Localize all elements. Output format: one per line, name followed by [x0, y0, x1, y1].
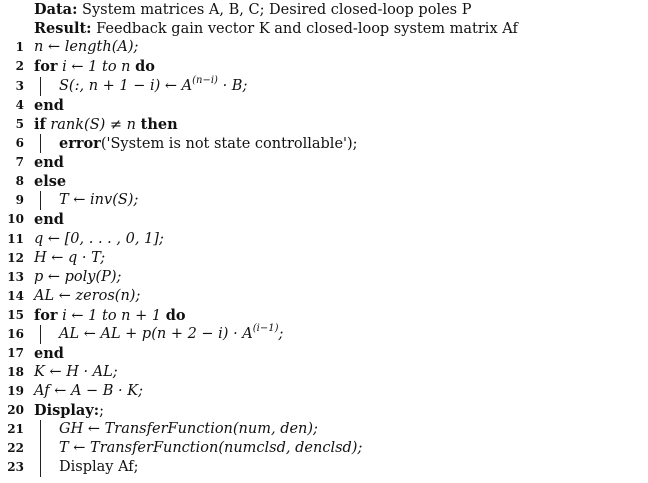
line-text: q ← [0, . . . , 0, 1];	[34, 231, 164, 247]
indent-bar	[40, 420, 41, 477]
line-number: 17	[7, 346, 24, 360]
keyword: Display:	[34, 402, 100, 419]
line-text: GH ← TransferFunction(num, den);	[59, 421, 318, 437]
line-number: 11	[7, 232, 24, 246]
keyword: end	[34, 154, 64, 171]
line-number: 18	[7, 365, 24, 379]
result-text: Feedback gain vector K and closed-loop system matrix Af	[96, 21, 518, 37]
line-number: 1	[15, 40, 24, 54]
line-number: 13	[7, 270, 24, 284]
superscript: (n−i)	[192, 75, 218, 87]
keyword: end	[34, 97, 64, 114]
line-text: p ← poly(P);	[34, 269, 122, 285]
line-number: 21	[7, 422, 24, 436]
line-number: 9	[15, 193, 24, 207]
indent-bar	[40, 77, 41, 96]
keyword: end	[34, 211, 64, 228]
keyword: for	[34, 58, 58, 75]
line-tail: · B;	[217, 78, 248, 94]
indent-bar	[40, 325, 41, 344]
data-text: System matrices A, B, C; Desired closed-loop poles P	[82, 2, 472, 18]
line-text: Af ← A − B · K;	[34, 383, 143, 399]
line-text: ;	[99, 403, 104, 419]
line-number: 8	[15, 174, 24, 188]
data-label: Data:	[34, 1, 78, 18]
line-number: 19	[7, 384, 24, 398]
keyword: do	[165, 307, 186, 324]
data-line	[34, 0, 471, 20]
line-number: 22	[7, 441, 24, 455]
line-tail: ;	[278, 326, 284, 342]
line-text: H ← q · T;	[34, 250, 106, 266]
line-text: n ← length(A);	[34, 39, 139, 55]
keyword: then	[140, 116, 178, 133]
keyword: if	[34, 116, 46, 133]
result-line	[34, 19, 518, 39]
line-text: K ← H · AL;	[34, 364, 118, 380]
line-text: S(:, n + 1 − i) ← A	[59, 78, 193, 94]
result-label: Result:	[34, 20, 92, 37]
line-number: 16	[7, 327, 24, 341]
line-number: 10	[7, 212, 24, 226]
line-text: rank(S) ≠ n	[45, 117, 141, 133]
line-text: Display Af;	[59, 459, 139, 475]
line-number: 4	[15, 98, 24, 112]
line-text: T ← TransferFunction(numclsd, denclsd);	[59, 440, 363, 456]
line-text: i ← 1 to n + 1	[57, 308, 166, 324]
keyword: else	[34, 173, 67, 190]
line-number: 15	[7, 308, 24, 322]
indent-bar	[40, 134, 41, 153]
line-number: 3	[15, 79, 24, 93]
line-text: i ← 1 to n	[57, 59, 136, 75]
line-text: AL ← AL + p(n + 2 − i) · A	[59, 326, 253, 342]
line-number: 2	[15, 59, 24, 73]
indent-bar	[40, 191, 41, 210]
line-number: 23	[7, 460, 24, 474]
line-number: 7	[15, 155, 24, 169]
keyword: for	[34, 307, 58, 324]
line-text: T ← inv(S);	[59, 192, 139, 208]
line-number: 6	[15, 136, 24, 150]
keyword: end	[34, 345, 64, 362]
line-number: 14	[7, 289, 24, 303]
line-number: 12	[7, 251, 24, 265]
keyword: error	[59, 135, 101, 152]
line-text: AL ← zeros(n);	[34, 288, 141, 304]
line-text: ('System is not state controllable');	[100, 136, 358, 152]
superscript: (i−1)	[252, 323, 279, 335]
line-number: 20	[7, 403, 24, 417]
line-number: 5	[15, 117, 24, 131]
keyword: do	[135, 58, 155, 75]
